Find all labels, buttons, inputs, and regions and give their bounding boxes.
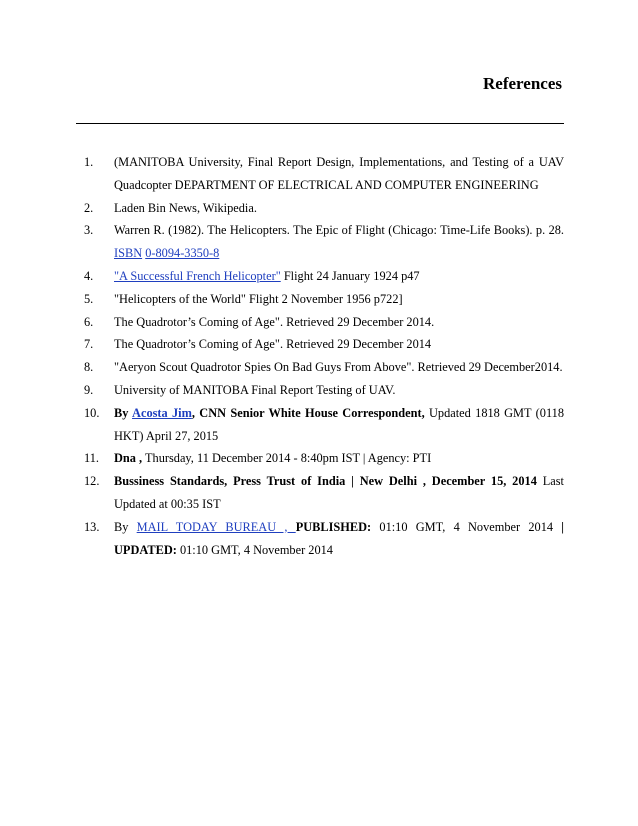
reference-number: 8.: [84, 360, 94, 375]
reference-bold-text: Dna ,: [114, 451, 143, 466]
reference-number: 7.: [84, 337, 94, 352]
reference-text: University of MANITOBA Final Report Testing of UAV.: [114, 382, 396, 397]
reference-text: Laden Bin News, Wikipedia.: [114, 200, 257, 215]
reference-item: [84, 356, 564, 379]
reference-number: 1.: [84, 155, 94, 169]
isbn-number-link[interactable]: 0-8094-3350-8: [145, 246, 220, 261]
reference-list: [84, 151, 564, 561]
reference-text: 01:10 GMT, 4 November 2014: [371, 519, 562, 534]
reference-item: [84, 516, 564, 562]
reference-item: [84, 447, 564, 470]
reference-item: [84, 265, 564, 288]
reference-text: Flight 24 January 1924 p47: [280, 268, 420, 283]
heading-divider: [76, 123, 564, 124]
reference-number: 13.: [84, 519, 100, 534]
reference-text: 01:10 GMT, 4 November 2014: [176, 542, 333, 557]
reference-number: 4.: [84, 268, 94, 283]
reference-text: The Quadrotor’s Coming of Age". Retrieved 29 December 2014.: [114, 314, 435, 329]
reference-item: [84, 288, 564, 311]
reference-bold-text: PUBLISHED:: [295, 519, 372, 534]
reference-text: Updated 1818 GMT (0118 HKT) April 27, 2015: [114, 405, 565, 443]
reference-bold-text: Bussiness Standards, Press Trust of India | New Delhi , December 15, 2014: [114, 474, 537, 489]
isbn-link[interactable]: ISBN: [114, 246, 143, 261]
reference-text: By: [114, 519, 137, 534]
reference-item: [84, 379, 564, 402]
reference-text: Last Updated at 00:35 IST: [114, 474, 564, 511]
author-link[interactable]: Acosta Jim: [132, 405, 192, 420]
reference-text: "Helicopters of the World" Flight 2 November 1956 p722]: [114, 291, 403, 306]
reference-bold-text: By: [114, 405, 133, 420]
reference-number: 10.: [84, 405, 100, 420]
reference-number: 11.: [84, 451, 99, 466]
reference-bold-text: , CNN Senior White House Correspondent,: [191, 405, 425, 420]
reference-item: [84, 311, 564, 334]
reference-number: 3.: [84, 223, 94, 238]
reference-number: 2.: [84, 200, 94, 215]
reference-number: 5.: [84, 291, 94, 306]
reference-item: [84, 197, 564, 220]
page-title: References: [483, 74, 562, 93]
reference-item: [84, 470, 564, 516]
reference-text: "Aeryon Scout Quadrotor Spies On Bad Guys From Above". Retrieved 29 December2014.: [114, 360, 563, 375]
reference-text: The Quadrotor’s Coming of Age". Retrieved 29 December 2014: [114, 337, 432, 352]
reference-bold-text: | UPDATED:: [114, 519, 564, 557]
reference-text: Warren R. (1982). The Helicopters. The Epic of Flight (Chicago: Time-Life Books). p. 28.: [114, 223, 564, 238]
reference-text: (MANITOBA University, Final Report Design, Implementations, and Testing of a UAV Quadcopter DEPARTMENT OF ELECTRICAL AND COMPUTER ENGINEERING: [114, 155, 564, 192]
reference-item: [84, 333, 564, 356]
reference-item: [84, 151, 564, 197]
reference-text: Thursday, 11 December 2014 - 8:40pm IST | Agency: PTI: [142, 451, 432, 466]
reference-number: 9.: [84, 382, 94, 397]
reference-number: 12.: [84, 474, 100, 489]
article-title-link[interactable]: "A Successful French Helicopter": [114, 268, 281, 283]
reference-item: [84, 402, 564, 448]
reference-item: [84, 219, 564, 265]
bureau-link[interactable]: MAIL TODAY BUREAU ,: [136, 519, 296, 534]
reference-number: 6.: [84, 314, 94, 329]
